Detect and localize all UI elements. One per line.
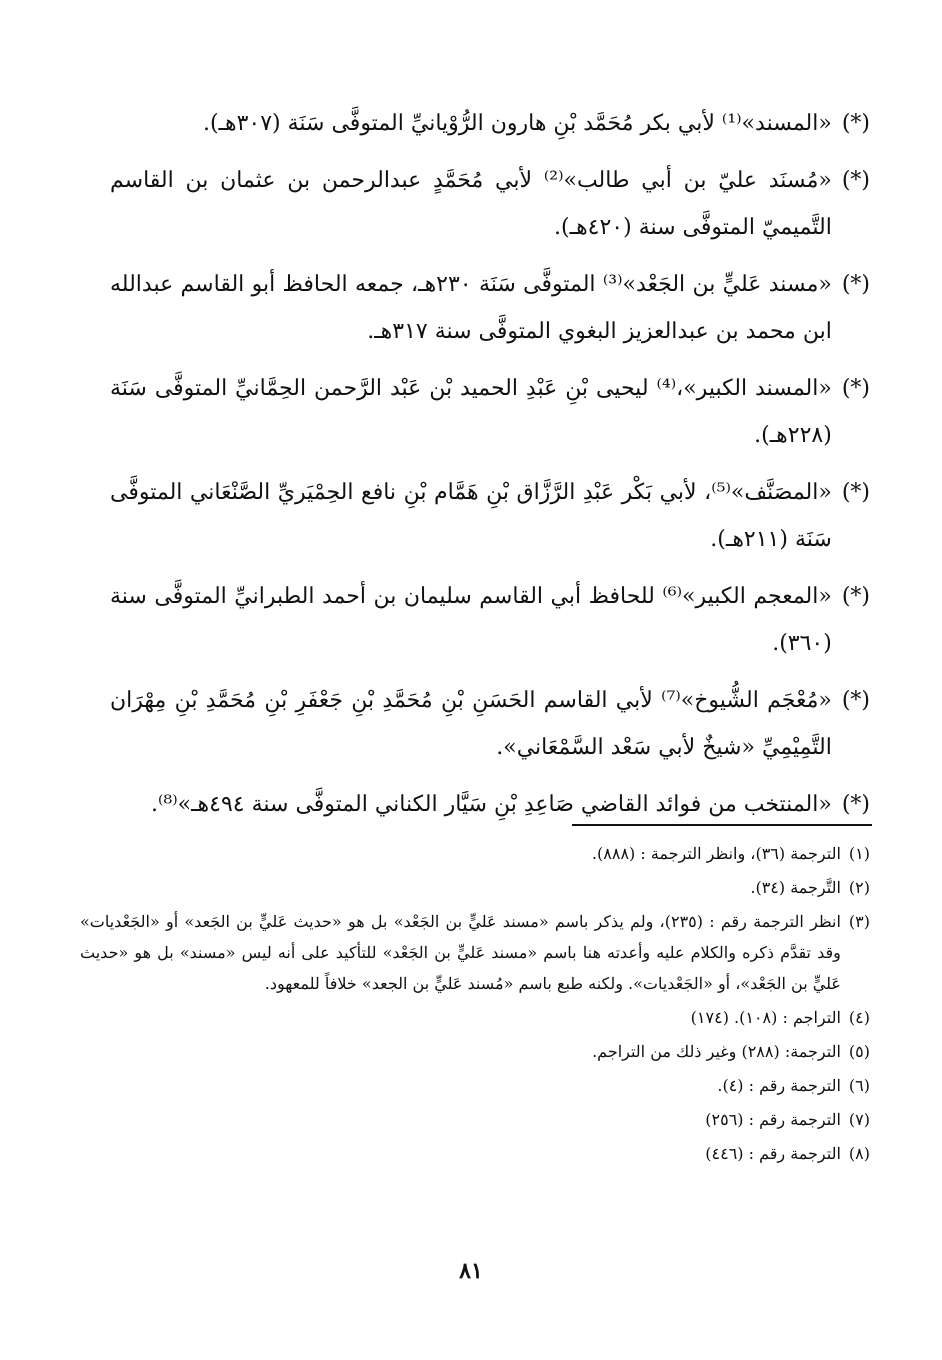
footnote [80, 906, 870, 999]
entry-text: «مُسنَد عليّ بن أبي طالب»⁽²⁾ لأبي مُحَمَّدٍ عبدالرحمن بن عثمان بن القاسم التَّميميّ المتوفَّى سنة (٤٢٠هـ). [110, 168, 832, 240]
footnote-text: الترجمة: (٢٨٨) وغير ذلك من التراجم. [592, 1042, 841, 1061]
entry-text: «المصَنَّف»⁽⁵⁾، لأبي بَكْر عَبْدِ الرَّزَّاق بْنِ هَمَّام بْنِ نافع الحِمْيَريِّ الصَّنْعَاني المتوفَّى سَنَة (٢١١هـ). [110, 480, 832, 552]
asterisk-bullet: (*) [841, 792, 870, 817]
footnote-divider [572, 824, 872, 826]
footnote-text: التَّرجمة (٣٤). [750, 878, 841, 897]
list-item [110, 469, 870, 563]
entry-text: «مسند عَليٍّ بن الجَعْد»⁽³⁾ المتوفَّى سَنَة ٢٣٠هـ، جمعه الحافظ أبو القاسم عبدالله ابن محمد بن عبدالعزيز البغوي المتوفَّى سنة ٣١٧هـ. [110, 272, 832, 344]
entry-text: «المسند الكبير»،⁽⁴⁾ ليحيى بْنِ عَبْدِ الحميد بْن عَبْد الرَّحمن الحِمَّانيِّ المتوفَّى سَنَة (٢٢٨هـ). [110, 376, 832, 448]
footnote-number: (٣) [848, 912, 870, 931]
footnote-text: انظر الترجمة رقم : (٢٣٥)، ولم يذكر باسم «مسند عَليٍّ بن الجَعْد» بل هو «حديث عَليٍّ بن الجَعد» أو «الجَعْديات» وقد تقدَّم ذكره والكلام عليه وأعدته هنا باسم «مسند عَليٍّ بن الجَعْد» للتأكيد على أنه ليس «مسند» بل هو «حديث عَليٍّ بن الجَعْد»، أو «الجَعْديات». ولكنه طبع باسم «مُسند عَليٍّ بن الجعد» خلافاً للمعهود. [80, 912, 841, 993]
asterisk-bullet: (*) [841, 111, 870, 136]
list-item [110, 365, 870, 459]
footnote-text: الترجمة (٣٦)، وانظر الترجمة : (٨٨٨). [591, 844, 841, 863]
asterisk-bullet: (*) [841, 168, 870, 193]
footnote-number: (٥) [848, 1042, 870, 1061]
footnote [80, 1036, 870, 1067]
footnote-number: (٨) [848, 1144, 870, 1163]
footnote-number: (١) [848, 844, 870, 863]
asterisk-bullet: (*) [841, 480, 870, 505]
asterisk-bullet: (*) [841, 584, 870, 609]
footnote [80, 1104, 870, 1135]
footnote [80, 1070, 870, 1101]
entries-list [110, 100, 870, 838]
entry-text: «مُعْجَم الشُّيوخ»⁽⁷⁾ لأبي القاسم الحَسَنِ بْنِ مُحَمَّدِ بْنِ جَعْفَرِ بْنِ مُحَمَّدِ بْنِ مِهْرَان التَّمِيْمِيِّ «شيخٌ لأبي سَعْد السَّمْعَاني». [110, 688, 832, 760]
list-item [110, 781, 870, 828]
footnote-number: (٧) [848, 1110, 870, 1129]
footnote-text: الترجمة رقم : (٤). [717, 1076, 841, 1095]
entry-text: «المعجم الكبير»⁽⁶⁾ للحافظ أبي القاسم سليمان بن أحمد الطبرانيِّ المتوفَّى سنة (٣٦٠). [110, 584, 832, 656]
list-item [110, 100, 870, 147]
footnote-text: التراجم : (١٠٨). (١٧٤) [690, 1008, 841, 1027]
footnote-number: (٤) [848, 1008, 870, 1027]
asterisk-bullet: (*) [841, 688, 870, 713]
asterisk-bullet: (*) [841, 376, 870, 401]
list-item [110, 157, 870, 251]
footnote-text: الترجمة رقم : (٤٤٦) [705, 1144, 841, 1163]
footnote [80, 1002, 870, 1033]
page-number: ٨١ [459, 1258, 483, 1284]
list-item [110, 261, 870, 355]
footnote [80, 1138, 870, 1169]
footnote-number: (٢) [848, 878, 870, 897]
asterisk-bullet: (*) [841, 272, 870, 297]
list-item [110, 677, 870, 771]
footnote-number: (٦) [848, 1076, 870, 1095]
list-item [110, 573, 870, 667]
footnote [80, 872, 870, 903]
footnote-text: الترجمة رقم : (٢٥٦) [705, 1110, 841, 1129]
footnotes-list [80, 838, 870, 1172]
entry-text: «المسند»⁽¹⁾ لأبي بكر مُحَمَّد بْنِ هارون الرُّوْيانيِّ المتوفَّى سَنَة (٣٠٧هـ). [202, 111, 832, 136]
footnote [80, 838, 870, 869]
entry-text: «المنتخب من فوائد القاضي صَاعِدِ بْنِ سَيَّار الكناني المتوفَّى سنة ٤٩٤هـ»⁽⁸⁾. [150, 792, 832, 817]
